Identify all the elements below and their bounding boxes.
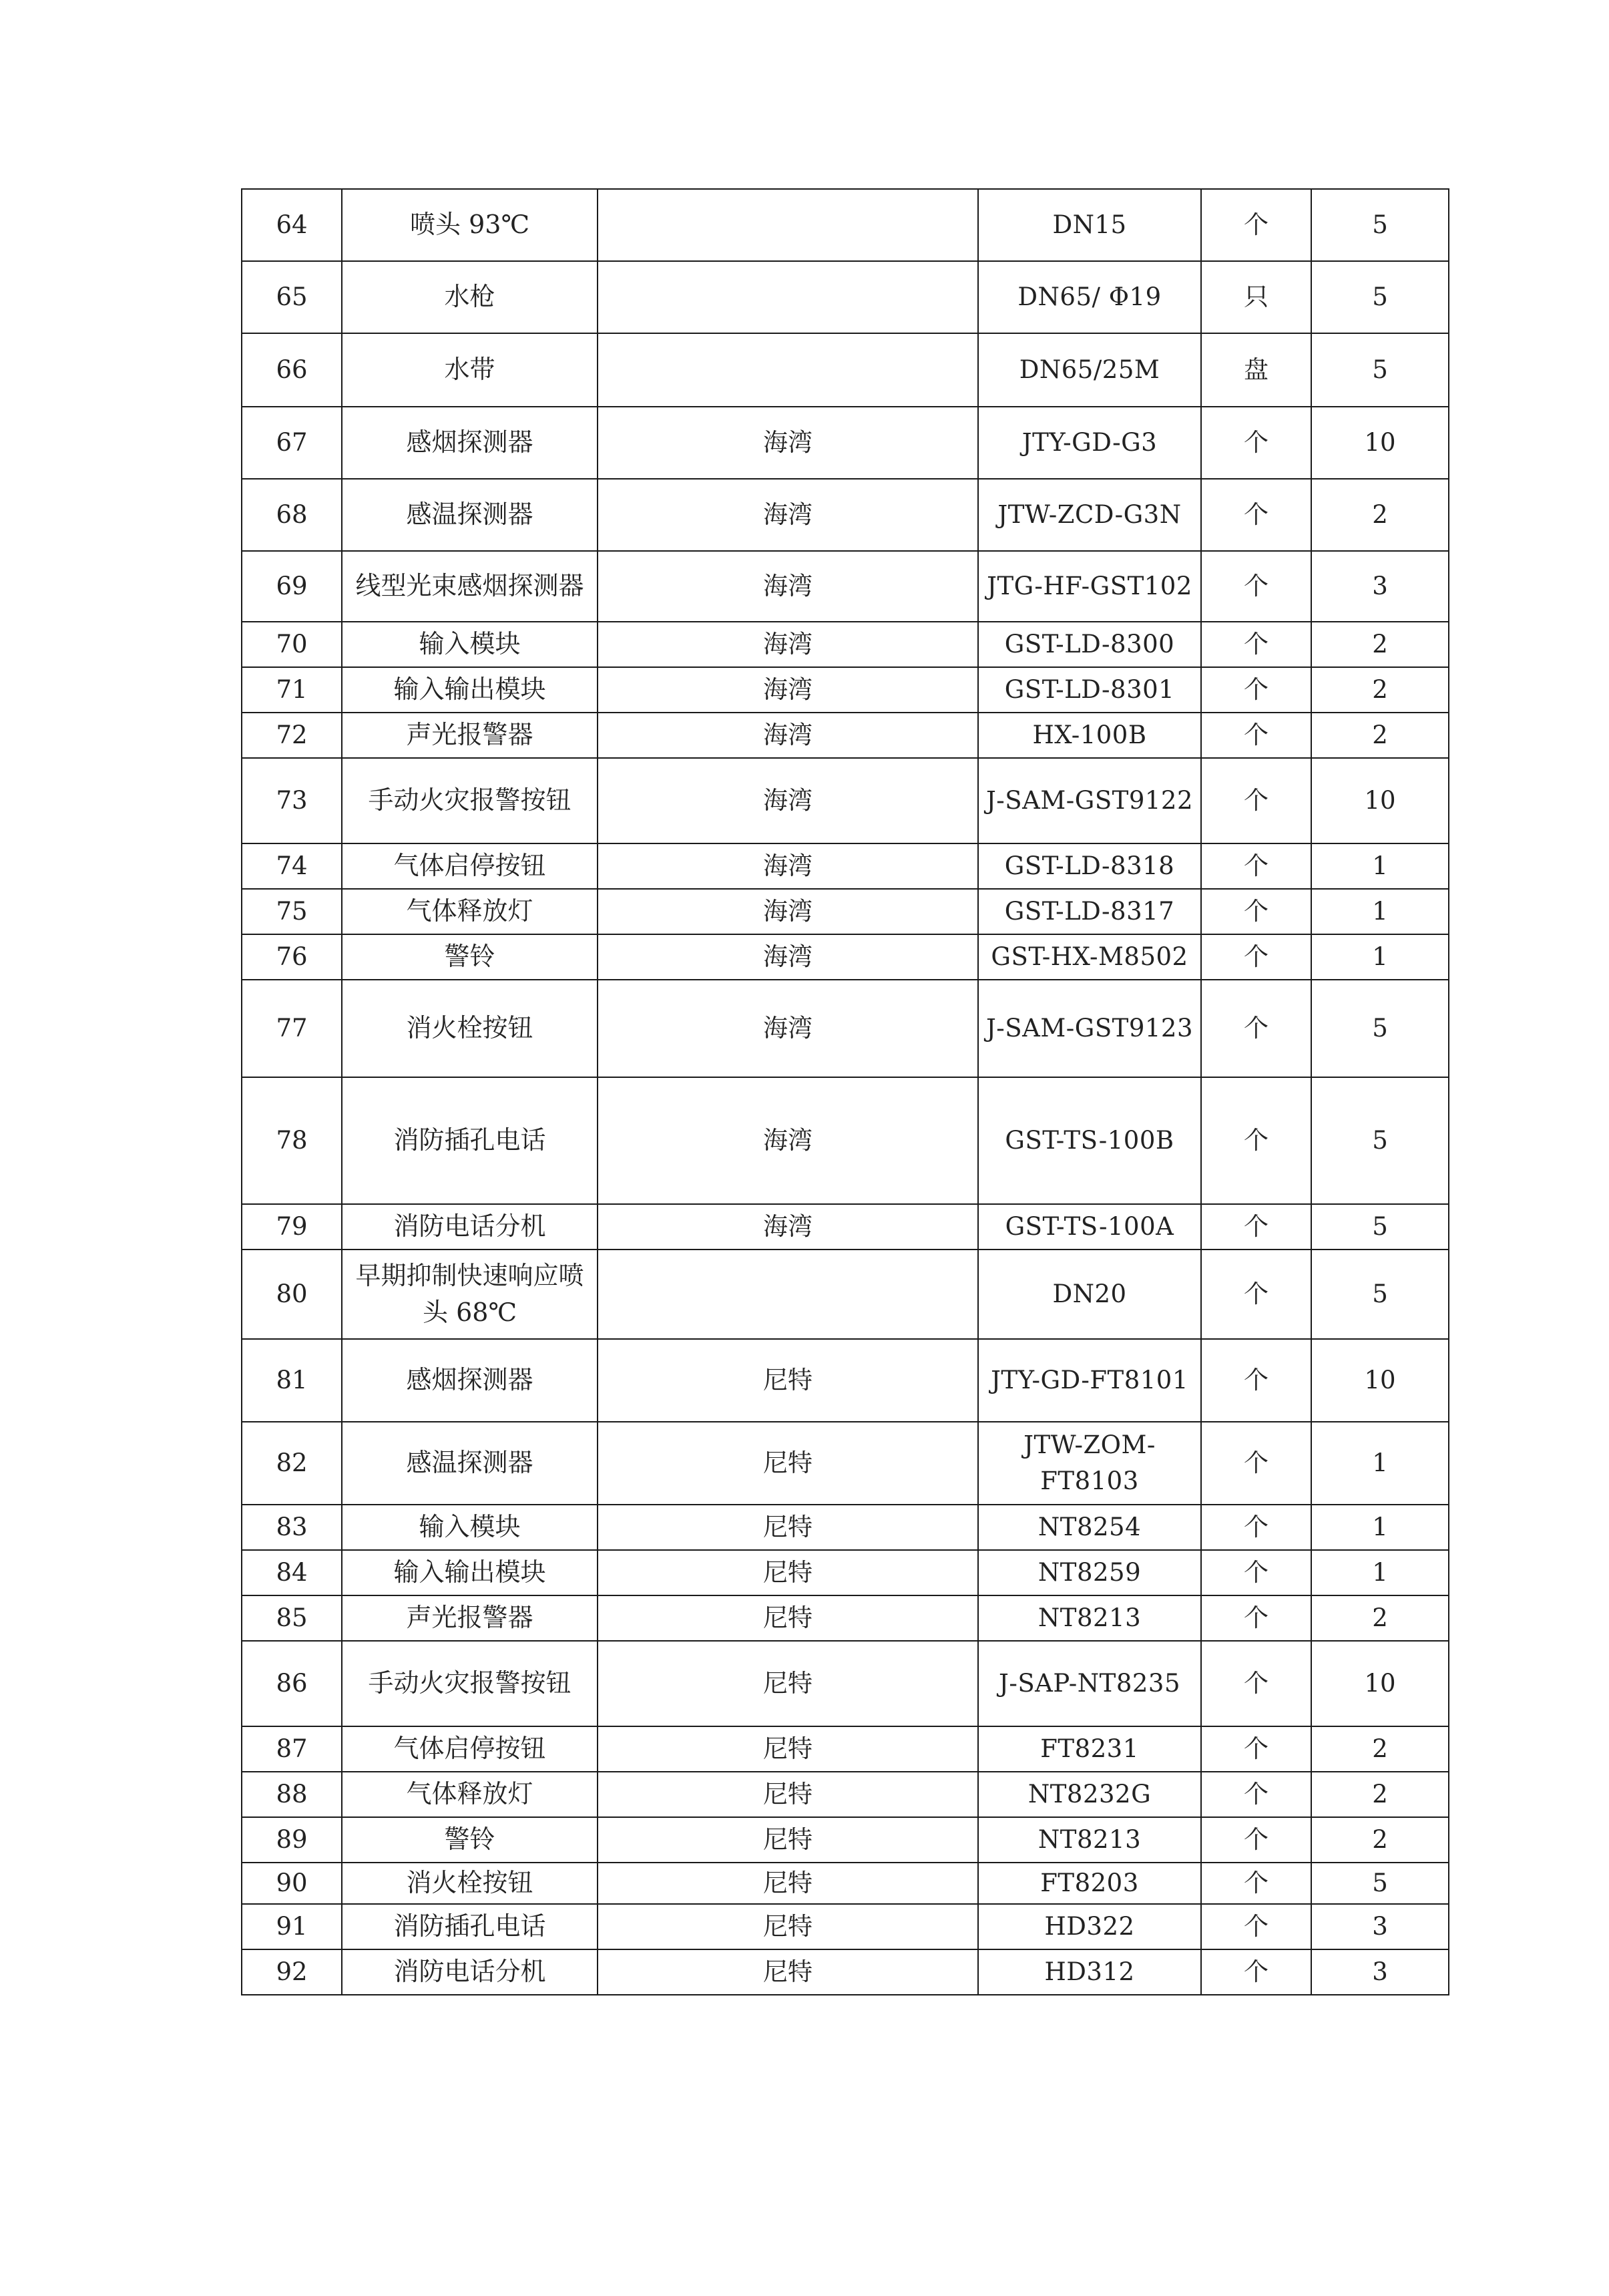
item-name-cell: 水带	[342, 333, 598, 407]
brand-cell: 海湾	[598, 622, 978, 667]
brand-cell: 海湾	[598, 980, 978, 1077]
item-number-cell: 83	[242, 1505, 342, 1550]
model-cell: NT8232G	[978, 1772, 1201, 1817]
item-name-cell: 输入输出模块	[342, 1550, 598, 1595]
table-row	[242, 1595, 1449, 1641]
unit-cell: 个	[1201, 889, 1311, 934]
table-row	[242, 1077, 1449, 1204]
quantity-cell: 2	[1311, 667, 1449, 713]
quantity-cell: 3	[1311, 1904, 1449, 1949]
quantity-cell: 1	[1311, 934, 1449, 980]
brand-cell: 海湾	[598, 713, 978, 758]
brand-cell: 尼特	[598, 1505, 978, 1550]
item-number-cell: 92	[242, 1949, 342, 1995]
quantity-cell: 5	[1311, 189, 1449, 261]
brand-cell: 尼特	[598, 1772, 978, 1817]
quantity-cell: 10	[1311, 407, 1449, 479]
model-cell: DN20	[978, 1250, 1201, 1339]
item-number-cell: 81	[242, 1339, 342, 1422]
unit-cell: 个	[1201, 1077, 1311, 1204]
item-name-cell: 气体释放灯	[342, 1772, 598, 1817]
table-row	[242, 1817, 1449, 1863]
item-name-cell: 气体启停按钮	[342, 1726, 598, 1772]
quantity-cell: 2	[1311, 1595, 1449, 1641]
quantity-cell: 5	[1311, 980, 1449, 1077]
quantity-cell: 10	[1311, 758, 1449, 843]
table-row	[242, 1339, 1449, 1422]
quantity-cell: 5	[1311, 1863, 1449, 1904]
unit-cell: 个	[1201, 189, 1311, 261]
model-cell: HD312	[978, 1949, 1201, 1995]
item-number-cell: 80	[242, 1250, 342, 1339]
quantity-cell: 5	[1311, 1204, 1449, 1250]
model-cell: DN65/ Φ19	[978, 261, 1201, 333]
quantity-cell: 3	[1311, 1949, 1449, 1995]
brand-cell: 海湾	[598, 479, 978, 551]
table-row	[242, 622, 1449, 667]
unit-cell: 个	[1201, 1863, 1311, 1904]
brand-cell: 海湾	[598, 758, 978, 843]
quantity-cell: 2	[1311, 479, 1449, 551]
brand-cell: 尼特	[598, 1595, 978, 1641]
unit-cell: 个	[1201, 1726, 1311, 1772]
item-number-cell: 75	[242, 889, 342, 934]
model-cell: HD322	[978, 1904, 1201, 1949]
item-name-cell: 早期抑制快速响应喷头 68℃	[342, 1250, 598, 1339]
item-name-cell: 声光报警器	[342, 1595, 598, 1641]
item-number-cell: 91	[242, 1904, 342, 1949]
unit-cell: 个	[1201, 479, 1311, 551]
item-name-cell: 气体释放灯	[342, 889, 598, 934]
brand-cell: 海湾	[598, 551, 978, 622]
unit-cell: 个	[1201, 1204, 1311, 1250]
unit-cell: 个	[1201, 1772, 1311, 1817]
item-number-cell: 68	[242, 479, 342, 551]
quantity-cell: 5	[1311, 1077, 1449, 1204]
brand-cell	[598, 333, 978, 407]
item-number-cell: 82	[242, 1422, 342, 1505]
table-row	[242, 758, 1449, 843]
model-cell: JTW-ZCD-G3N	[978, 479, 1201, 551]
item-name-cell: 感温探测器	[342, 1422, 598, 1505]
quantity-cell: 1	[1311, 843, 1449, 889]
item-name-cell: 感温探测器	[342, 479, 598, 551]
item-name-cell: 消防插孔电话	[342, 1904, 598, 1949]
unit-cell: 个	[1201, 1817, 1311, 1863]
table-row	[242, 1641, 1449, 1726]
item-number-cell: 90	[242, 1863, 342, 1904]
item-name-cell: 消防电话分机	[342, 1949, 598, 1995]
model-cell: GST-HX-M8502	[978, 934, 1201, 980]
unit-cell: 个	[1201, 1904, 1311, 1949]
item-name-cell: 喷头 93℃	[342, 189, 598, 261]
brand-cell: 海湾	[598, 667, 978, 713]
unit-cell: 个	[1201, 713, 1311, 758]
model-cell: GST-LD-8317	[978, 889, 1201, 934]
table-row	[242, 1422, 1449, 1505]
brand-cell	[598, 189, 978, 261]
item-number-cell: 89	[242, 1817, 342, 1863]
model-cell: J-SAM-GST9122	[978, 758, 1201, 843]
quantity-cell: 5	[1311, 333, 1449, 407]
item-number-cell: 85	[242, 1595, 342, 1641]
brand-cell	[598, 261, 978, 333]
model-cell: GST-LD-8300	[978, 622, 1201, 667]
model-cell: NT8213	[978, 1817, 1201, 1863]
table-row	[242, 407, 1449, 479]
quantity-cell: 10	[1311, 1339, 1449, 1422]
model-cell: JTW-ZOM-FT8103	[978, 1422, 1201, 1505]
table-row	[242, 667, 1449, 713]
model-cell: GST-TS-100A	[978, 1204, 1201, 1250]
unit-cell: 个	[1201, 551, 1311, 622]
item-name-cell: 手动火灾报警按钮	[342, 1641, 598, 1726]
unit-cell: 个	[1201, 1250, 1311, 1339]
unit-cell: 个	[1201, 407, 1311, 479]
unit-cell: 个	[1201, 1949, 1311, 1995]
table-row	[242, 713, 1449, 758]
item-name-cell: 消防插孔电话	[342, 1077, 598, 1204]
quantity-cell: 5	[1311, 261, 1449, 333]
table-row	[242, 889, 1449, 934]
quantity-cell: 1	[1311, 1550, 1449, 1595]
model-cell: NT8254	[978, 1505, 1201, 1550]
brand-cell: 尼特	[598, 1641, 978, 1726]
quantity-cell: 1	[1311, 1422, 1449, 1505]
model-cell: JTY-GD-FT8101	[978, 1339, 1201, 1422]
brand-cell: 尼特	[598, 1422, 978, 1505]
item-number-cell: 67	[242, 407, 342, 479]
model-cell: GST-LD-8318	[978, 843, 1201, 889]
model-cell: J-SAP-NT8235	[978, 1641, 1201, 1726]
model-cell: NT8259	[978, 1550, 1201, 1595]
table-row	[242, 1726, 1449, 1772]
table-row	[242, 1949, 1449, 1995]
unit-cell: 个	[1201, 980, 1311, 1077]
unit-cell: 个	[1201, 1550, 1311, 1595]
equipment-table-body	[242, 189, 1449, 1995]
unit-cell: 个	[1201, 1641, 1311, 1726]
unit-cell: 个	[1201, 1595, 1311, 1641]
table-row	[242, 1250, 1449, 1339]
table-row	[242, 1505, 1449, 1550]
brand-cell: 尼特	[598, 1339, 978, 1422]
model-cell: GST-TS-100B	[978, 1077, 1201, 1204]
item-name-cell: 气体启停按钮	[342, 843, 598, 889]
unit-cell: 只	[1201, 261, 1311, 333]
model-cell: DN15	[978, 189, 1201, 261]
item-number-cell: 84	[242, 1550, 342, 1595]
table-row	[242, 1204, 1449, 1250]
model-cell: DN65/25M	[978, 333, 1201, 407]
item-name-cell: 水枪	[342, 261, 598, 333]
quantity-cell: 5	[1311, 1250, 1449, 1339]
table-row	[242, 980, 1449, 1077]
item-name-cell: 输入模块	[342, 622, 598, 667]
item-number-cell: 70	[242, 622, 342, 667]
table-row	[242, 934, 1449, 980]
equipment-table	[241, 188, 1449, 1995]
item-number-cell: 69	[242, 551, 342, 622]
table-row	[242, 1772, 1449, 1817]
item-number-cell: 66	[242, 333, 342, 407]
unit-cell: 个	[1201, 758, 1311, 843]
item-number-cell: 76	[242, 934, 342, 980]
item-name-cell: 警铃	[342, 934, 598, 980]
unit-cell: 个	[1201, 1339, 1311, 1422]
brand-cell: 尼特	[598, 1726, 978, 1772]
quantity-cell: 2	[1311, 622, 1449, 667]
model-cell: FT8231	[978, 1726, 1201, 1772]
brand-cell: 海湾	[598, 934, 978, 980]
item-number-cell: 78	[242, 1077, 342, 1204]
model-cell: JTY-GD-G3	[978, 407, 1201, 479]
item-number-cell: 88	[242, 1772, 342, 1817]
equipment-list-page	[241, 188, 1448, 1995]
table-row	[242, 333, 1449, 407]
item-number-cell: 86	[242, 1641, 342, 1726]
item-name-cell: 感烟探测器	[342, 407, 598, 479]
brand-cell: 海湾	[598, 889, 978, 934]
brand-cell: 海湾	[598, 1077, 978, 1204]
item-name-cell: 警铃	[342, 1817, 598, 1863]
unit-cell: 个	[1201, 622, 1311, 667]
unit-cell: 个	[1201, 1422, 1311, 1505]
item-number-cell: 73	[242, 758, 342, 843]
quantity-cell: 10	[1311, 1641, 1449, 1726]
brand-cell: 尼特	[598, 1949, 978, 1995]
quantity-cell: 2	[1311, 713, 1449, 758]
item-number-cell: 74	[242, 843, 342, 889]
item-number-cell: 77	[242, 980, 342, 1077]
item-name-cell: 线型光束感烟探测器	[342, 551, 598, 622]
model-cell: JTG-HF-GST102	[978, 551, 1201, 622]
brand-cell: 尼特	[598, 1904, 978, 1949]
brand-cell: 海湾	[598, 843, 978, 889]
item-name-cell: 感烟探测器	[342, 1339, 598, 1422]
unit-cell: 个	[1201, 843, 1311, 889]
brand-cell: 尼特	[598, 1817, 978, 1863]
table-row	[242, 843, 1449, 889]
brand-cell	[598, 1250, 978, 1339]
table-row	[242, 189, 1449, 261]
item-name-cell: 声光报警器	[342, 713, 598, 758]
quantity-cell: 1	[1311, 1505, 1449, 1550]
model-cell: HX-100B	[978, 713, 1201, 758]
brand-cell: 海湾	[598, 1204, 978, 1250]
item-number-cell: 64	[242, 189, 342, 261]
unit-cell: 盘	[1201, 333, 1311, 407]
item-name-cell: 消火栓按钮	[342, 1863, 598, 1904]
brand-cell: 尼特	[598, 1550, 978, 1595]
unit-cell: 个	[1201, 667, 1311, 713]
model-cell: GST-LD-8301	[978, 667, 1201, 713]
quantity-cell: 2	[1311, 1726, 1449, 1772]
table-row	[242, 551, 1449, 622]
table-row	[242, 1863, 1449, 1904]
model-cell: FT8203	[978, 1863, 1201, 1904]
item-number-cell: 65	[242, 261, 342, 333]
quantity-cell: 2	[1311, 1772, 1449, 1817]
item-name-cell: 输入模块	[342, 1505, 598, 1550]
model-cell: NT8213	[978, 1595, 1201, 1641]
table-row	[242, 1904, 1449, 1949]
item-number-cell: 87	[242, 1726, 342, 1772]
model-cell: J-SAM-GST9123	[978, 980, 1201, 1077]
quantity-cell: 1	[1311, 889, 1449, 934]
item-number-cell: 79	[242, 1204, 342, 1250]
unit-cell: 个	[1201, 934, 1311, 980]
item-number-cell: 72	[242, 713, 342, 758]
item-name-cell: 消防电话分机	[342, 1204, 598, 1250]
quantity-cell: 3	[1311, 551, 1449, 622]
quantity-cell: 2	[1311, 1817, 1449, 1863]
table-row	[242, 1550, 1449, 1595]
brand-cell: 海湾	[598, 407, 978, 479]
item-name-cell: 输入输出模块	[342, 667, 598, 713]
item-name-cell: 手动火灾报警按钮	[342, 758, 598, 843]
table-row	[242, 479, 1449, 551]
item-name-cell: 消火栓按钮	[342, 980, 598, 1077]
table-row	[242, 261, 1449, 333]
unit-cell: 个	[1201, 1505, 1311, 1550]
item-number-cell: 71	[242, 667, 342, 713]
brand-cell: 尼特	[598, 1863, 978, 1904]
